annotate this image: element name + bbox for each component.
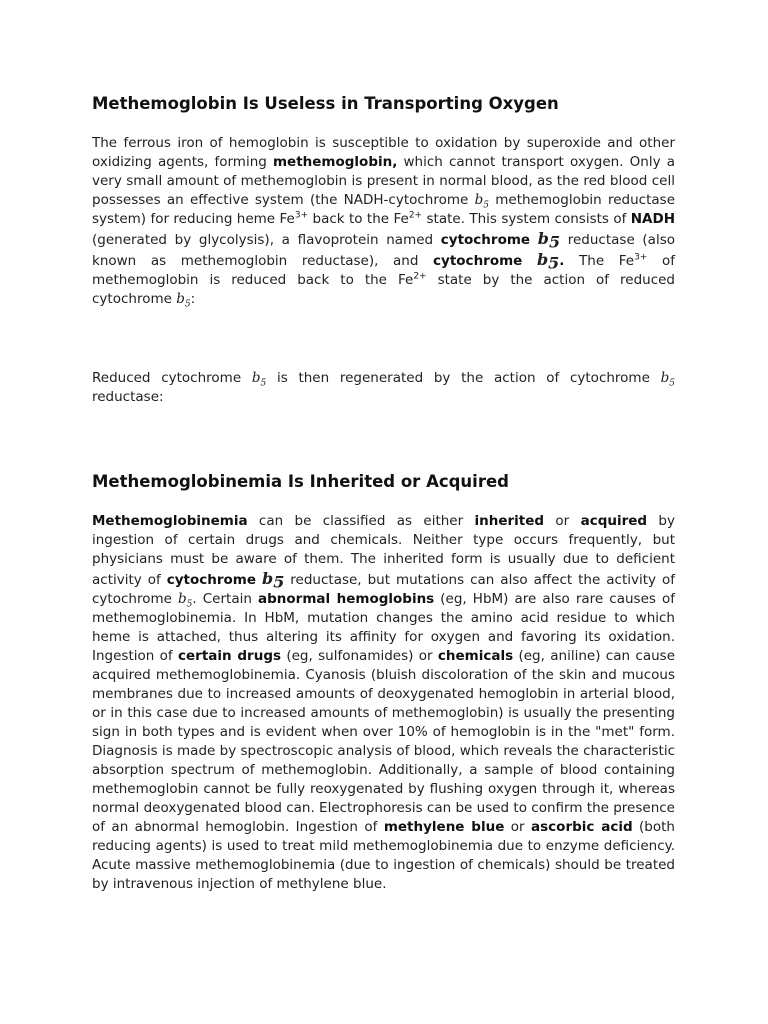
text-run: state by the action of reduced cytochrome <box>92 272 675 307</box>
text-run: (eg, sulfonamides) or <box>281 648 438 664</box>
text-run: or <box>544 513 581 529</box>
bold-term-certain-drugs: certain drugs <box>178 648 282 664</box>
text-run: reductase, but mutations can also affect the activity of cytochrome <box>92 572 675 607</box>
bold-term-inherited: inherited <box>474 513 545 529</box>
subscript-5: 5 <box>273 572 285 592</box>
text-run: (generated by glycolysis), a flavoprotein named <box>92 232 441 248</box>
italic-b: b <box>537 229 549 248</box>
superscript-2plus: 2+ <box>408 210 423 221</box>
italic-b: b <box>178 591 187 607</box>
italic-b: b <box>251 370 261 386</box>
italic-b: b <box>536 250 549 269</box>
text-run: reductase: <box>92 389 164 405</box>
text-run: Reduced cytochrome <box>92 370 252 386</box>
text-run: (eg, HbM) are also rare causes of methemoglobinemia. In HbM, mutation changes the amino acid residue to which heme is attached, thus altering its affinity for oxygen and favoring its oxidation. Ingestion of <box>92 591 675 664</box>
bold-term-cytochrome: cytochrome <box>440 232 531 248</box>
section-heading-methemoglobin: Methemoglobin Is Useless in Transporting Oxygen <box>92 94 559 113</box>
italic-b: b <box>176 291 185 307</box>
text-run: The Fe <box>564 253 635 269</box>
text-run: methemoglobin reductase system) for reducing heme Fe <box>92 192 676 227</box>
subscript-5: 5 <box>669 378 675 389</box>
superscript-2plus: 2+ <box>413 271 427 282</box>
text-run: state. This system consists of <box>422 211 631 227</box>
bold-term-methemoglobinemia: Methemoglobinemia <box>92 513 248 529</box>
bold-term-methylene-blue: methylene blue <box>383 819 505 835</box>
text-run: back to the Fe <box>308 211 409 227</box>
superscript-3plus: 3+ <box>634 252 648 263</box>
text-run: . Certain <box>192 591 258 607</box>
bold-term-abnormal-hemoglobins: abnormal hemoglobins <box>258 591 435 607</box>
text-run: (eg, aniline) can cause acquired methemoglobinemia. Cyanosis (bluish discoloration of the skin and mucous membranes due to increased amounts of deoxygenated hemoglobin in arterial blood, or in this case due to increased amounts of methemoglobin) is usually the presenting sign in both types and is evident when over 10% of hemoglobin is in the "met" form. Diagnosis is made by spectroscopic analysis of blood, which reveals the characteristic absorption spectrum of methemoglobin. Additionally, a sample of blood containing methemoglobin cannot be fully reoxygenated by flushing oxygen through it, whereas normal deoxygenated blood can. Electrophoresis can be used to confirm the presence of an abnormal hemoglobin. Ingestion of <box>92 648 675 835</box>
subscript-5: 5 <box>548 253 560 273</box>
subscript-5: 5 <box>186 599 193 610</box>
subscript-5: 5 <box>548 232 561 252</box>
bold-term-chemicals: chemicals <box>437 648 514 664</box>
text-run: can be classified as either <box>247 513 475 529</box>
text-run: The ferrous iron of hemoglobin is susceptible to oxidation by superoxide and other oxidizing agents, forming <box>92 135 675 170</box>
text-run: (both reducing agents) is used to treat mild methemoglobinemia due to enzyme deficiency. Acute massive methemoglobinemia (due to ingestion of chemicals) should be treated by intravenous injection of methylene blue. <box>92 819 675 892</box>
superscript-3plus: 3+ <box>294 210 309 221</box>
paragraph-methemoglobinemia <box>92 512 675 894</box>
bold-term-ascorbic-acid: ascorbic acid <box>531 819 633 835</box>
bold-term-cytochrome: cytochrome <box>433 253 523 269</box>
section-heading-methemoglobinemia: Methemoglobinemia Is Inherited or Acquired <box>92 472 509 491</box>
bold-term-acquired: acquired <box>580 513 648 529</box>
text-run: which cannot transport oxygen. Only a very small amount of methemoglobin is present in normal blood, as the red blood cell possesses an effective system (the NADH-cytochrome <box>92 154 675 208</box>
italic-b: b <box>262 569 274 588</box>
bold-period: . <box>559 253 565 269</box>
bold-term-nadh: NADH <box>630 211 676 227</box>
subscript-5: 5 <box>184 299 191 310</box>
bold-term-cytochrome: cytochrome <box>166 572 257 588</box>
text-run: of methemoglobin is reduced back to the Fe <box>92 253 675 288</box>
paragraph-cytochrome-regeneration <box>92 369 675 407</box>
paragraph-methemoglobin-reduction <box>92 134 675 309</box>
text-run: is then regenerated by the action of cytochrome <box>266 370 661 386</box>
text-run: reductase (also known as methemoglobin reductase), and <box>92 232 675 269</box>
text-run: : <box>190 291 196 307</box>
subscript-5: 5 <box>483 200 489 211</box>
italic-b: b <box>474 192 484 208</box>
subscript-5: 5 <box>260 378 267 389</box>
text-run: by ingestion of certain drugs and chemicals. Neither type occurs frequently, but physicians must be aware of them. The inherited form is usually due to deficient activity of <box>92 513 675 588</box>
italic-b: b <box>660 370 670 386</box>
text-run: or <box>504 819 532 835</box>
bold-term-methemoglobin: methemoglobin, <box>272 154 398 170</box>
